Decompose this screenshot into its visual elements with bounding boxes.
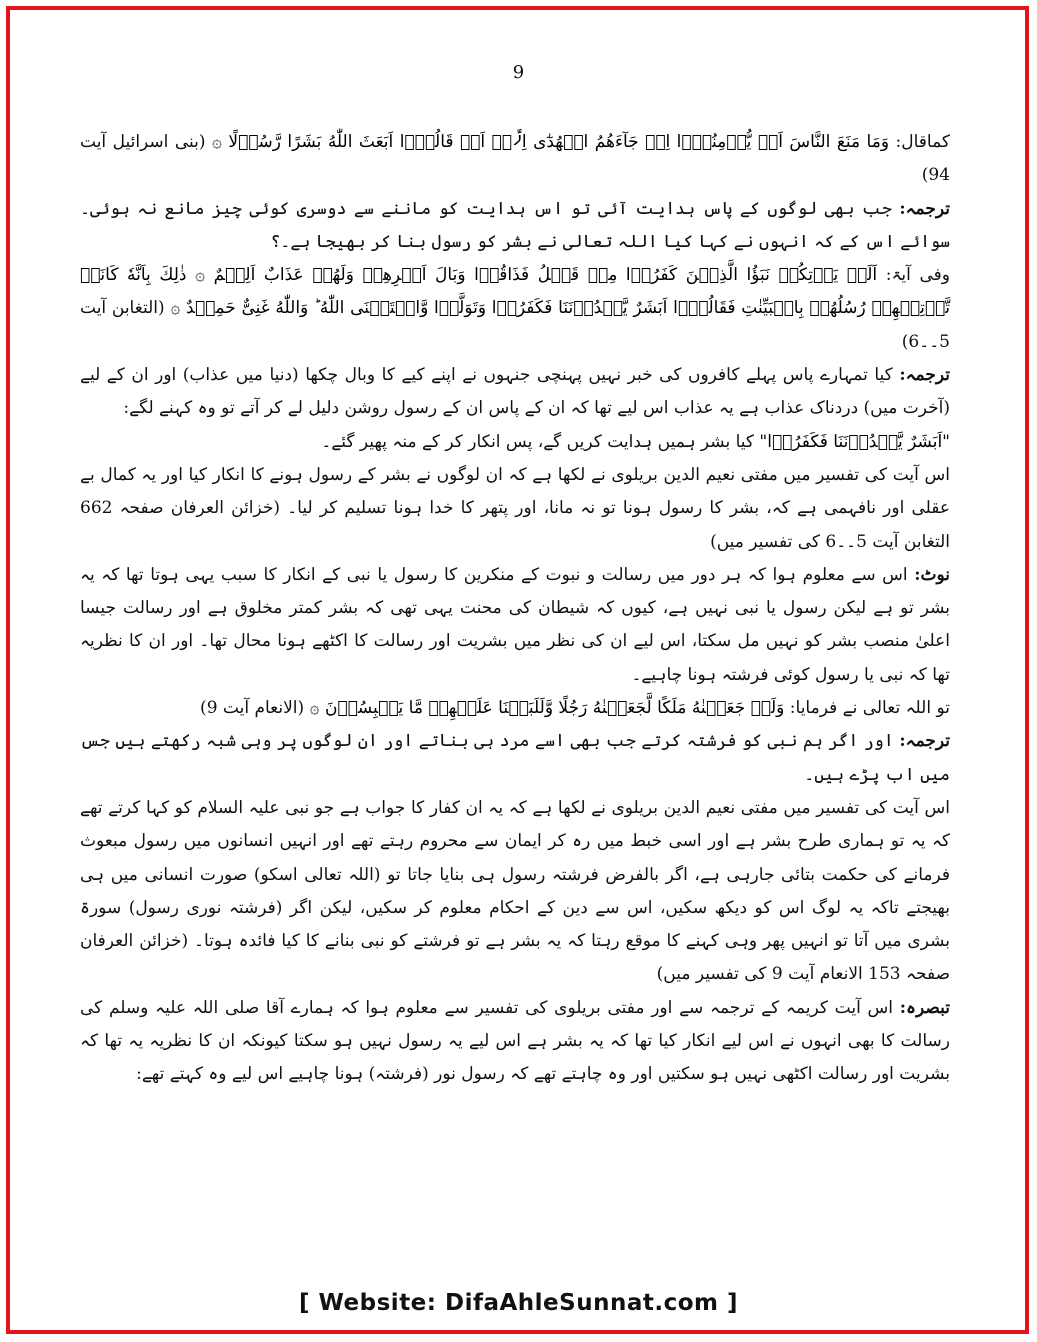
paragraph-prefix: وفی آیۃ: (885, 265, 950, 286)
paragraph-label: نوٹ: (914, 564, 951, 585)
paragraph-text: اور اگر ہم نبی کو فرشتہ کرتے جب بھی اسے مرد ہی بناتے اور ان لوگوں پر وہی شبہ رکھتے ہیں جس میں اب پڑے ہیں۔ (80, 731, 950, 785)
paragraph-text: اس آیت کی تفسیر میں مفتی نعیم الدین بریلوی نے لکھا ہے کہ ان لوگوں نے بشر کے رسول ہونے کا انکار کیا اور یہ کمال بے عقلی اور نافہمی ہے کہ، بشر کا رسول ہونا تو نہ مانا، اور پتھر کا خدا ہونا تسلیم کر لیا۔ (خزائن العرفان صفحہ 662 التغابن آیت 5۔۔6 کی تفسیر میں) (80, 464, 950, 552)
paragraph-quote-taghabun (80, 259, 950, 359)
paragraph-commentary (80, 992, 950, 1092)
paragraph-text: اس آیت کریمہ کے ترجمہ سے اور مفتی بریلوی کی تفسیر سے معلوم ہوا کہ ہمارے آقا صلی اللہ علیہ وسلم کی رسالت کا بھی انہوں نے اس لیے انکار کیا تھا کہ یہ بشر ہے اس لیے یہ رسول نہیں ہو سکتا کیونکہ ان کا نظریہ یہ تھا کہ بشریت اور رسالت اکٹھی نہیں ہو سکتیں اور وہ چاہتے تھے کہ رسول نور (فرشتہ) ہونا چاہیے اس لیے وہ کہتے تھے: (80, 997, 950, 1085)
paragraph-text: جب بھی لوگوں کے پاس ہدایت آئی تو اس ہدایت کو ماننے سے دوسری کوئی چیز مانع نہ ہوئی۔ سوائے اس کے کہ انہوں نے کہا کیا اللہ تعالی نے بشر کو رسول بنا کر بھیجا ہے۔؟ (80, 198, 950, 252)
paragraph-text: کیا تمہارے پاس پہلے کافروں کی خبر نہیں پہنچی جنہوں نے اپنے کیے کا وبال چکھا (دنیا میں عذاب) اور ان کے لیے (آخرت میں) دردناک عذاب ہے یہ عذاب اس لیے تھا کہ ان کے پاس ان کے رسول روشن دلیل لے کر آتے تو وہ کہنے لگے: (80, 365, 950, 419)
paragraph-text: کیا بشر ہمیں ہدایت کریں گے، پس انکار کر کے منہ پھیر گئے۔ (321, 431, 755, 452)
paragraph-quoted-phrase (80, 426, 950, 459)
arabic-verse: اَلَمۡ يَاۡتِكُمۡ نَبَؤُا الَّذِيۡنَ كَفَرُوۡا مِنۡ قَبۡلُ فَذَاقُوۡا وَبَالَ اَمۡرِهِمۡ وَلَهُمۡ عَذَابٌ اَلِيۡمٌ ۞ ذٰلِكَ بِاَنَّهٗ كَانَتۡ تَّاۡتِيۡهِمۡ رُسُلُهُمۡ بِالۡبَيِّنٰتِ فَقَالُوۡۤا اَبَشَرٌ يَّهۡدُوۡنَنَا فَكَفَرُوۡا وَتَوَلَّوۡا وَّاسۡتَغۡنَى اللّٰهُ ؕ وَاللّٰهُ غَنِىٌّ حَمِيۡدٌ ۞ (80, 265, 950, 319)
arabic-verse: وَلَوۡ جَعَلۡنٰهُ مَلَكًا لَّجَعَلۡنٰهُ رَجُلًا وَّلَلَبَسۡنَا عَلَيۡهِمۡ مَّا يَلۡبِسُوۡنَ ۞ (309, 698, 785, 719)
paragraph-translation-1 (80, 193, 950, 260)
paragraph-tafsir-1 (80, 459, 950, 559)
paragraph-prefix: کماقال: (895, 132, 950, 152)
paragraph-tafsir-2 (80, 792, 950, 992)
paragraph-label: ترجمہ: (899, 198, 950, 219)
paragraph-note (80, 559, 950, 692)
paragraph-text: (التغابن آیت 5۔۔6) (80, 298, 950, 352)
paragraph-text: اس سے معلوم ہوا کہ ہر دور میں رسالت و نبوت کے منکرین کا رسول یا نبی کے انکار کا سبب یہی ہوتا تھا کہ یہ بشر تو ہے لیکن رسول یا نبی نہیں ہے، کیوں کہ شیطان کی محنت یہی تھی کہ بشر کمتر مخلوق ہے اور رسالت جیسا اعلیٰ منصب بشر کو نہیں مل سکتا، اس لیے ان کی نظر میں بشریت اور رسالت کا اکٹھے ہونا محال تھا۔ اور ان کا نظریہ تھا کہ نبی یا رسول کوئی فرشتہ ہونا چاہیے۔ (80, 564, 950, 685)
paragraph-text: (بنی اسرائیل آیت 94) (80, 132, 950, 186)
document-body (80, 126, 950, 1092)
paragraph-label: ترجمہ: (899, 731, 951, 752)
paragraph-label: تبصرہ: (899, 997, 950, 1018)
paragraph-translation-3 (80, 725, 950, 792)
paragraph-label: ترجمہ: (899, 365, 950, 386)
paragraph-prefix: تو اللہ تعالی نے فرمایا: (789, 698, 950, 719)
paragraph-text: اس آیت کی تفسیر میں مفتی نعیم الدین بریلوی نے لکھا ہے کہ یہ ان کفار کا جواب ہے جو نبی علیہ السلام کو کہا کرتے تھے کہ یہ تو ہماری طرح بشر ہے اور اسی خبط میں رہ کر ایمان سے محروم رہتے تھے اور انہیں انسانوں میں رسول مبعوث فرمانے کی حکمت بتائی جارہی ہے، اگر بالفرض فرشتہ رسول ہی بنایا جاتا تو (اللہ تعالی اسکو) صورت انسانی میں ہی بھیجتے تاکہ یہ لوگ اس کو دیکھ سکیں، اس سے دین کے احکام معلوم کر سکیں، لیکن اگر (فرشتہ نوری رسول) سورۃ بشری میں آتا تو انہیں پھر وہی کہنے کا موقع رہتا کہ یہ بشر ہے تو فرشتے کو نبی بنانے کا کیا فائدہ ہوتا۔ (خزائن العرفان صفحہ 153 الانعام آیت 9 کی تفسیر میں) (80, 797, 950, 985)
paragraph-quote-bani-israel (80, 126, 950, 193)
paragraph-quote-anam (80, 692, 950, 725)
arabic-verse: "اَبَشَرٌ يَّهۡدُوۡنَنَا فَكَفَرُوۡا" (759, 431, 950, 452)
page-number: 9 (512, 62, 525, 83)
website-footer: [ Website: DifaAhleSunnat.com ] (298, 1290, 739, 1316)
paragraph-translation-2 (80, 359, 950, 426)
arabic-verse: وَمَا مَنَعَ النَّاسَ اَنۡ يُّؤۡمِنُوۡۤا اِذۡ جَآءَهُمُ الۡهُدٰٓى اِلَّاۤ اَنۡ قَالُوۡۤا اَبَعَثَ اللّٰهُ بَشَرًا رَّسُوۡلًا ۞ (211, 132, 890, 152)
paragraph-text: (الانعام آیت 9) (200, 698, 305, 719)
